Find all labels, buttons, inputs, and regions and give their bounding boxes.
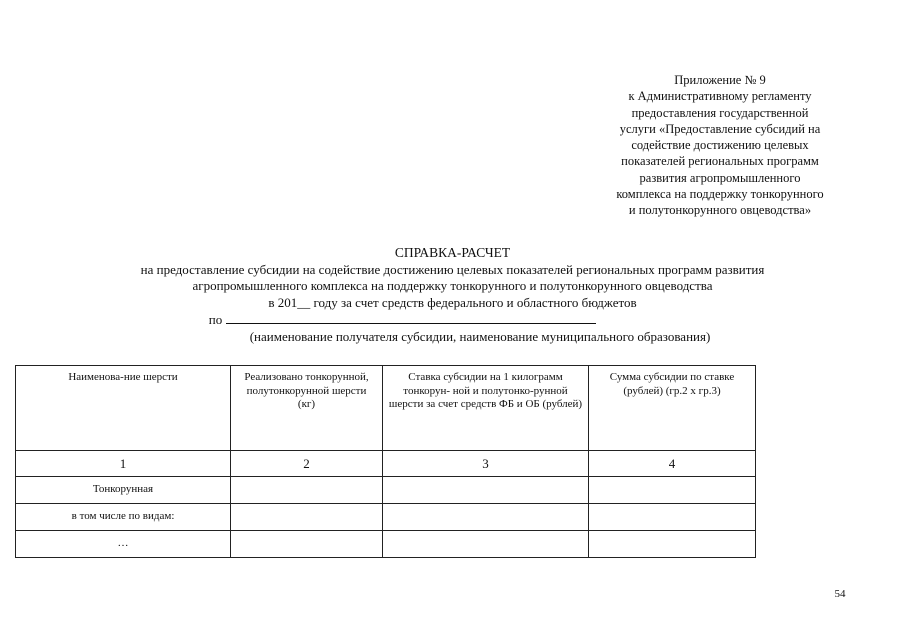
header-cell: Ставка субсидии на 1 килограмм тонкорун- ной и полутонко-рунной шерсти за счет средств ФБ и ОБ (рублей) [383,366,589,451]
table-header-row [16,366,756,451]
table-cell [383,531,589,558]
table-cell: … [16,531,231,558]
calculation-table [15,365,756,558]
recipient-prefix: по [208,312,223,327]
column-number: 1 [16,451,231,477]
recipient-blank-field [226,311,596,324]
table-cell [589,504,756,531]
column-number: 2 [231,451,383,477]
title-line: на предоставление субсидии на содействие достижению целевых показателей региональных программ развития [140,261,765,277]
document-title-block [0,245,905,345]
title-line: агропромышленного комплекса на поддержку тонкорунного и полутонкорунного овцеводства [192,278,713,293]
appendix-line: услуги «Предоставление субсидий на [619,121,821,136]
document-title: СПРАВКА-РАСЧЕТ [394,245,511,260]
header-cell: Сумма субсидии по ставке (рублей) (гр.2 x гр.3) [589,366,756,451]
appendix-note [560,72,880,219]
table-cell [231,531,383,558]
recipient-caption: (наименование получателя субсидии, наименование муниципального образования) [249,328,711,344]
header-cell: Наименова-ние шерсти [16,366,231,451]
page-number: 54 [834,588,846,600]
table-row [16,477,756,504]
appendix-line: показателей региональных программ [621,154,819,169]
appendix-line: и полутонкорунного овцеводства» [628,203,812,218]
header-cell: Реализовано тонкорунной, полутонкорунной шерсти (кг) [231,366,383,451]
table-cell [231,477,383,504]
appendix-line: предоставления государственной [631,105,809,120]
table-cell [589,531,756,558]
column-number-row [16,451,756,477]
appendix-line: к Административному регламенту [628,89,812,104]
table-cell [231,504,383,531]
appendix-line: развития агропромышленного [639,170,801,185]
title-line: в 201__ году за счет средств федерального и областного бюджетов [268,294,637,310]
table-cell [383,477,589,504]
appendix-line: содействие достижению целевых [631,138,809,153]
table-cell: в том числе по видам: [16,504,231,531]
table-cell [589,477,756,504]
column-number: 4 [589,451,756,477]
table-cell [383,504,589,531]
appendix-line: Приложение № 9 [674,73,766,87]
table-cell: Тонкорунная [16,477,231,504]
table-row [16,504,756,531]
table-row [16,531,756,558]
recipient-line [0,311,905,329]
column-number: 3 [383,451,589,477]
appendix-line: комплекса на поддержку тонкорунного [616,187,824,202]
